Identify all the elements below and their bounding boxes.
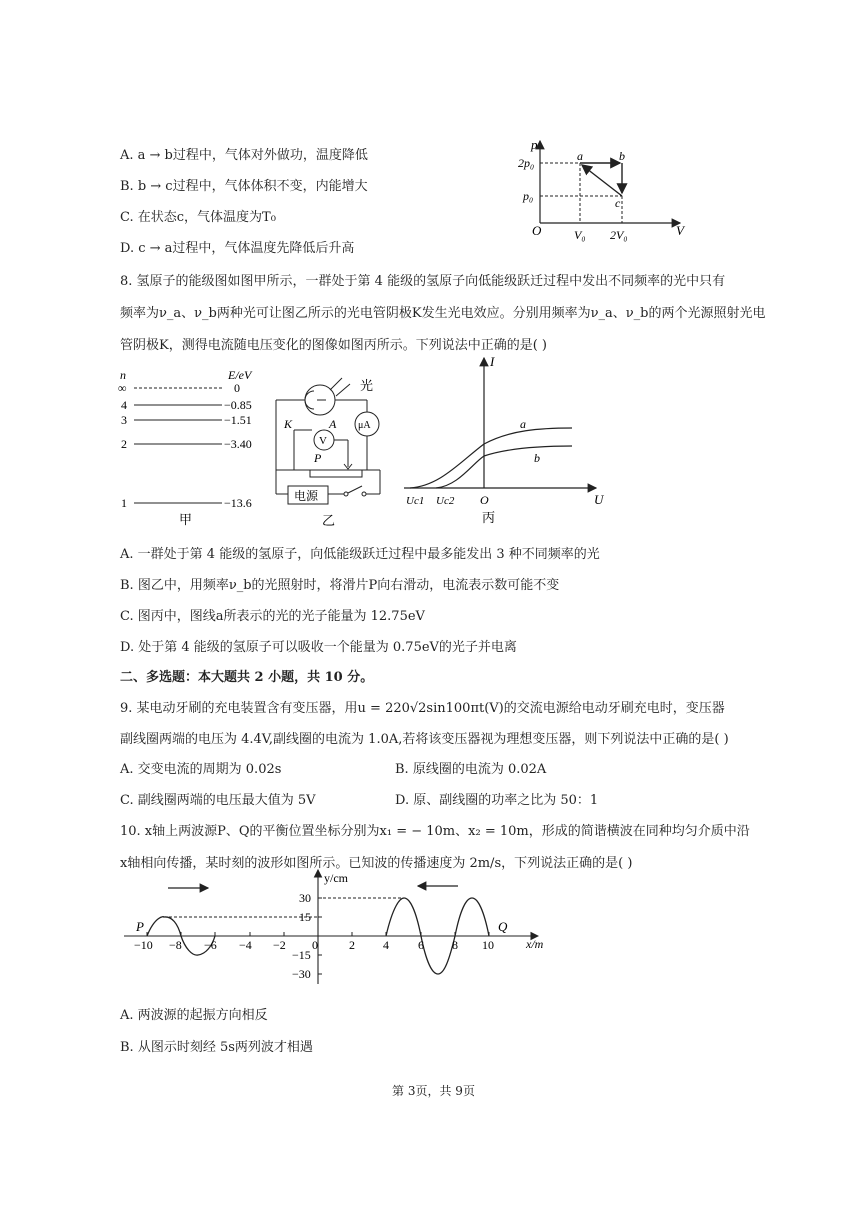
y-tick-neg30: −30 (292, 967, 311, 981)
x-tick-neg4: −4 (239, 938, 252, 952)
q8-stem-2: 频率为ν_a、ν_b两种光可让图乙所示的光电管阴极K发生光电效应。分别用频率为ν_a、ν_b的两个光源照射光电 (120, 306, 766, 321)
axis-p: p (531, 137, 538, 152)
q10-stem-2: x轴相向传播，某时刻的波形如图所示。已知波的传播速度为 2m/s，下列说法正确的是( ) (120, 856, 633, 871)
q7-option-b: B. b → c过程中，气体体积不变，内能增大 (120, 179, 368, 194)
caption-yi: 乙 (322, 513, 336, 528)
q9-stem-1: 9. 某电动牙刷的充电装置含有变压器，用u = 220√2sin100πt(V)的交流电源给电动牙刷充电时，变压器 (120, 701, 725, 716)
header-e: E/eV (228, 368, 252, 382)
level-e-4: −0.85 (224, 398, 252, 412)
q10-stem-1: 10. x轴上两波源P、Q的平衡位置坐标分别为x₁ = − 10m、x₂ = 10m，形成的简谐横波在同种均匀介质中沿 (120, 824, 750, 839)
tick-2p0: 2p₀ (518, 156, 535, 170)
tick-2v0: 2V₀ (610, 228, 628, 242)
level-e-3: −1.51 (224, 413, 252, 427)
x-tick-2: 2 (349, 938, 355, 952)
voltmeter-symbol: V (319, 435, 327, 447)
q8-option-c: C. 图丙中，图线a所表示的光的光子能量为 12.75eV (120, 609, 425, 624)
level-n-1: 1 (121, 496, 127, 510)
q7-option-c: C. 在状态c，气体温度为T₀ (120, 210, 276, 225)
label-a: A (329, 417, 337, 431)
x-tick-neg6: −6 (204, 938, 217, 952)
label-uc2: Uc2 (436, 495, 455, 507)
y-tick-15: 15 (299, 910, 311, 924)
q8-option-b: B. 图乙中，用频率ν_b的光照射时，将滑片P向右滑动，电流表示数可能不变 (120, 578, 560, 593)
y-tick-neg15: −15 (292, 948, 311, 962)
q7-option-a: A. a → b过程中，气体对外做功，温度降低 (120, 148, 368, 163)
q9-option-b: B. 原线圈的电流为 0.02A (395, 762, 547, 777)
y-axis-label: y/cm (324, 871, 348, 885)
q9-option-a: A. 交变电流的周期为 0.02s (120, 762, 282, 777)
level-n-inf: ∞ (118, 381, 127, 395)
level-e-2: −3.40 (224, 437, 252, 451)
point-c: c (615, 196, 621, 210)
x-tick-8: 8 (452, 938, 458, 952)
point-a: a (577, 149, 583, 163)
energy-level-diagram (112, 368, 272, 528)
q9-option-d: D. 原、副线圈的功率之比为 50：1 (395, 793, 599, 808)
x-tick-neg2: −2 (273, 938, 286, 952)
level-n-3: 3 (121, 413, 127, 427)
q7-option-d: D. c → a过程中，气体温度先降低后升高 (120, 241, 355, 256)
origin-o: O (480, 493, 489, 507)
y-tick-30: 30 (299, 891, 311, 905)
level-e-1: −13.6 (224, 496, 252, 510)
curve-a-label: a (520, 417, 526, 431)
curve-b-label: b (534, 451, 540, 465)
level-n-2: 2 (121, 437, 127, 451)
origin-o: O (532, 223, 542, 238)
tick-p0: p₀ (523, 189, 534, 203)
axis-v: V (676, 223, 684, 238)
q8-option-a: A. 一群处于第 4 能级的氢原子，向低能级跃迁过程中最多能发出 3 种不同频率的光 (120, 547, 600, 562)
pv-diagram (500, 135, 700, 245)
label-uc1: Uc1 (406, 495, 425, 507)
iu-graph (400, 352, 610, 530)
q10-option-a: A. 两波源的起振方向相反 (120, 1008, 268, 1023)
x-tick-4: 4 (383, 938, 389, 952)
axis-u: U (594, 492, 604, 507)
tick-v0: V₀ (574, 228, 586, 242)
label-p: P (314, 451, 322, 465)
photoelectric-circuit (272, 370, 402, 530)
caption-jia: 甲 (179, 512, 193, 527)
q10-option-b: B. 从图示时刻经 5s两列波才相遇 (120, 1040, 313, 1055)
header-n: n (120, 368, 126, 382)
x-tick-6: 6 (418, 938, 424, 952)
x-tick-neg10: −10 (134, 938, 153, 952)
label-k: K (284, 417, 293, 431)
x-tick-10: 10 (482, 938, 494, 952)
ammeter-symbol: μA (358, 420, 371, 431)
origin: 0 (312, 938, 318, 952)
q9-option-c: C. 副线圈两端的电压最大值为 5V (120, 793, 316, 808)
source-p: P (136, 919, 144, 934)
x-axis-label: x/m (526, 937, 544, 951)
source-q: Q (498, 919, 508, 934)
level-e-inf: 0 (234, 381, 240, 395)
page-footer: 第 3页，共 9页 (392, 1084, 475, 1098)
caption-bing: 丙 (482, 510, 496, 525)
level-n-4: 4 (121, 398, 127, 412)
x-tick-neg8: −8 (169, 938, 182, 952)
axis-i: I (490, 354, 495, 369)
point-b: b (619, 149, 625, 163)
q8-stem-1: 8. 氢原子的能级图如图甲所示，一群处于第 4 能级的氢原子向低能级跃迁过程中发出不同频率的光中只有 (120, 274, 726, 289)
q8-stem-3: 管阴极K，测得电流随电压变化的图像如图丙所示。下列说法中正确的是( ) (120, 338, 547, 353)
q8-option-d: D. 处于第 4 能级的氢原子可以吸收一个能量为 0.75eV的光子并电离 (120, 640, 517, 655)
wave-diagram (118, 866, 558, 988)
label-light: 光 (360, 378, 374, 393)
q9-stem-2: 副线圈两端的电压为 4.4V,副线圈的电流为 1.0A,若将该变压器视为理想变压器，则下列说法中正确的是( ) (120, 732, 729, 747)
label-source: 电源 (294, 489, 319, 503)
section-heading: 二、多选题：本大题共 2 小题，共 10 分。 (120, 670, 374, 685)
